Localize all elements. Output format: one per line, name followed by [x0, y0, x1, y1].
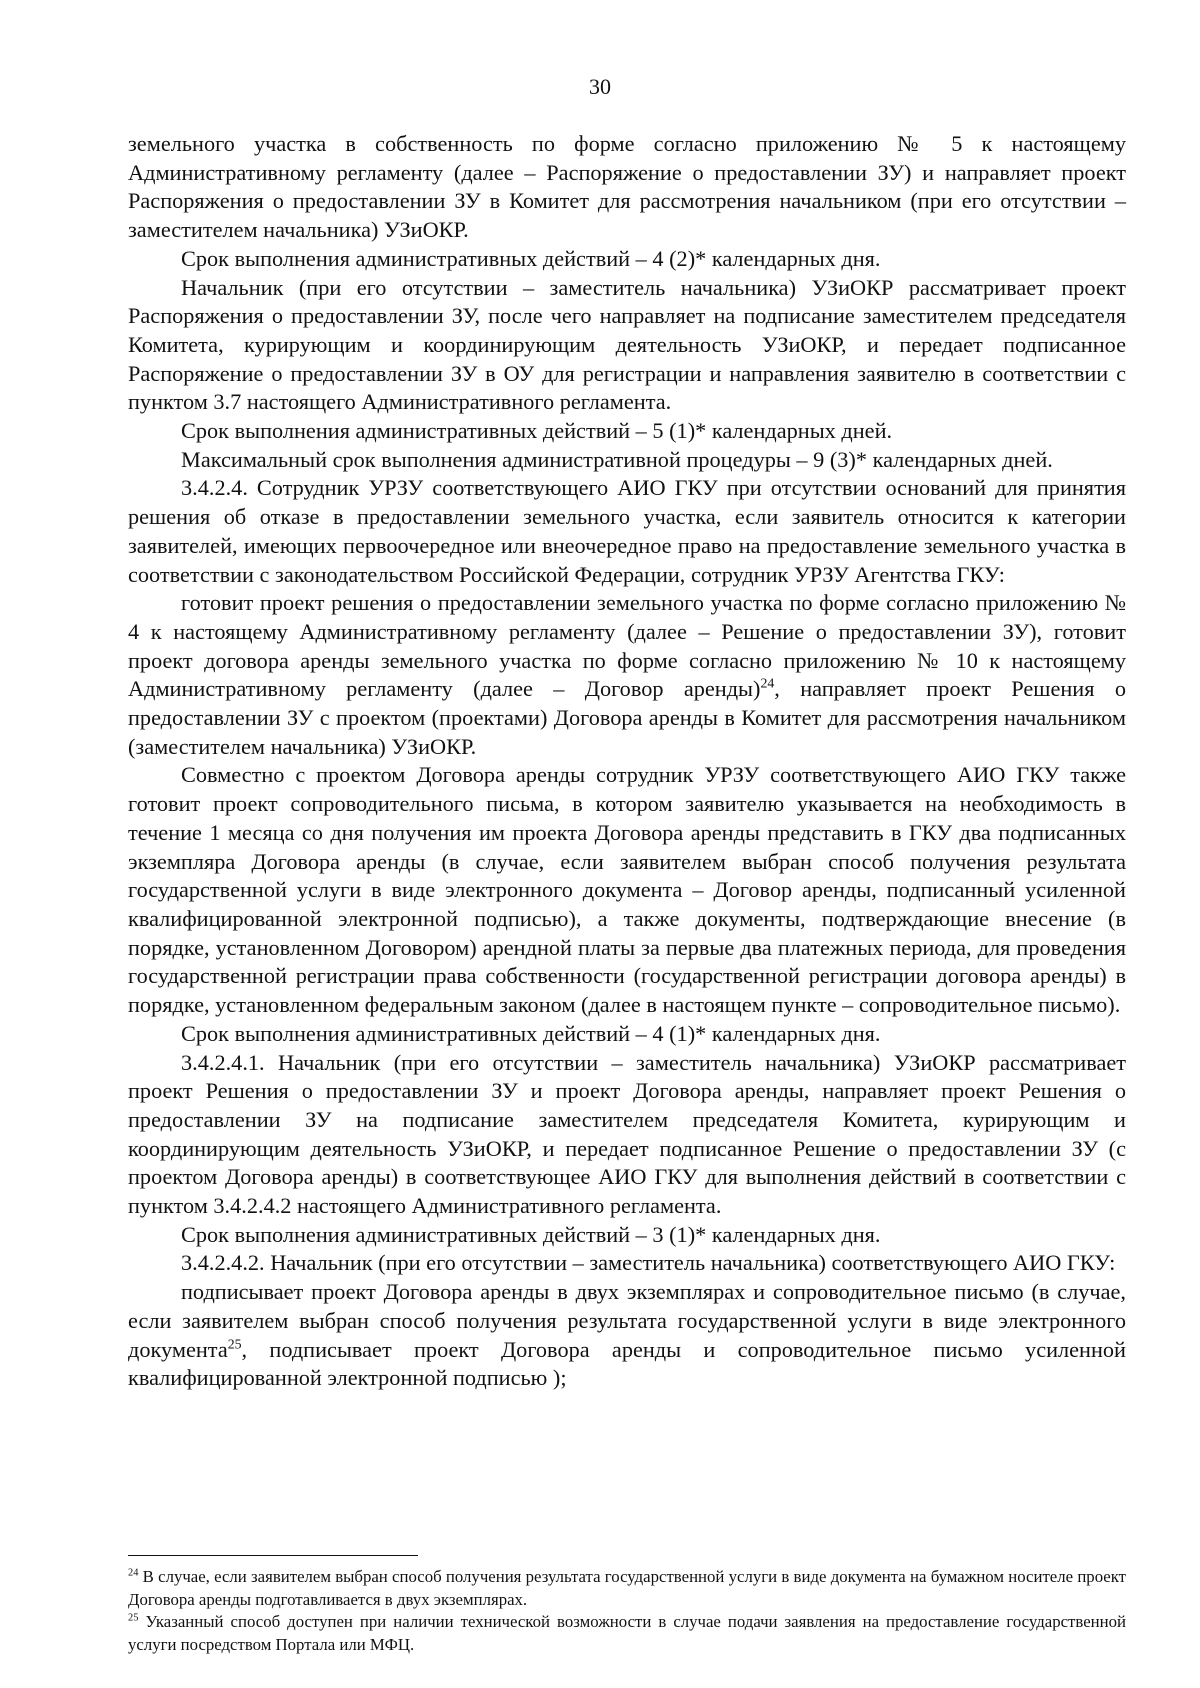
footnote-text: Указанный способ доступен при наличии технической возможности в случае подачи заявления на предоставление государственной услуги посредством Портала или МФЦ. [128, 1612, 1126, 1654]
paragraph-text: подписывает проект Договора аренды в двух экземплярах и сопроводительное письмо (в случае, если заявителем выбран способ получения результата государственной услуги в виде электронного документа [128, 1279, 1126, 1362]
paragraph: 3.4.2.4.2. Начальник (при его отсутствии – заместитель начальника) соответствующего АИО ГКУ: [181, 1250, 1116, 1276]
paragraph: 3.4.2.4. Сотрудник УРЗУ соответствующего АИО ГКУ при отсутствии оснований для принятия решения об отказе в предоставлении земельного участка, если заявитель относится к категории заявителей, имеющих первоочередное или внеочередное право на предоставление земельного участка в соответствии с законодательством Российской Федерации, сотрудник УРЗУ Агентства ГКУ: [128, 475, 1126, 587]
footnote-mark: 25 [128, 1612, 139, 1624]
paragraph [128, 1278, 1126, 1393]
footnote-ref: 24 [760, 675, 775, 691]
document-body [128, 130, 1126, 1393]
footnote-mark: 24 [128, 1567, 139, 1579]
paragraph: Срок выполнения административных действий – 5 (1)* календарных дней. [181, 418, 893, 444]
paragraph: Срок выполнения административных действий – 4 (2)* календарных дня. [181, 245, 881, 271]
page-number: 30 [589, 74, 611, 99]
paragraph-text: , подписывает проект Договора аренды и сопроводительное письмо усиленной квалифицированной электронной подписью ); [128, 1336, 1126, 1391]
paragraph: Срок выполнения административных действий – 3 (1)* календарных дня. [181, 1221, 881, 1247]
paragraph [128, 589, 1126, 761]
paragraph: Совместно с проектом Договора аренды сотрудник УРЗУ соответствующего АИО ГКУ также готовит проект сопроводительного письма, в котором заявителю указывается на необходимость в течение 1 месяца со дня получения им проекта Договора аренды представить в ГКУ два подписанных экземпляра Договора аренды (в случае, если заявителем выбран способ получения результата государственной услуги в виде электронного документа – Договор аренды, подписанный усиленной квалифицированной электронной подписью), а также документы, подтверждающие внесение (в порядке, установленном Договором) арендной платы за первые два платежных периода, для проведения государственной регистрации права собственности (государственной регистрации договора аренды) в порядке, установленном федеральным законом (далее в настоящем пункте – сопроводительное письмо). [128, 762, 1126, 1018]
footnote-divider [128, 1555, 418, 1556]
paragraph-text: готовит проект решения о предоставлении земельного участка по форме согласно приложению № 4 к настоящему Административному регламенту (далее – Решение о предоставлении ЗУ), готовит проект договора аренды земельного участка по форме согласно приложению № 10 к настоящему Административному регламенту (далее – Договор аренды) [128, 590, 1126, 702]
paragraph: 3.4.2.4.1. Начальник (при его отсутствии – заместитель начальника) УЗиОКР рассматривает проект Решения о предоставлении ЗУ и проект Договора аренды, направляет проект Решения о предоставлении ЗУ на подписание заместителем председателя Комитета, курирующим и координирующим деятельность УЗиОКР, и передает подписанное Решение о предоставлении ЗУ (с проектом Договора аренды) в соответствующее АИО ГКУ для выполнения действий в соответствии с пунктом 3.4.2.4.2 настоящего Административного регламента. [128, 1049, 1126, 1219]
paragraph: Максимальный срок выполнения административной процедуры – 9 (3)* календарных дней. [181, 446, 1053, 472]
paragraph-text: , направляет проект Решения о предоставлении ЗУ с проектом (проектами) Договора аренды в Комитет для рассмотрения начальником (заместителем начальника) УЗиОКР. [128, 676, 1126, 759]
footnote [128, 1566, 1126, 1611]
footnote-ref: 25 [227, 1336, 242, 1352]
footnote-text: В случае, если заявителем выбран способ получения результата государственной услуги в виде документа на бумажном носителе проект Договора аренды подготавливается в двух экземплярах. [128, 1567, 1126, 1609]
footnote [128, 1611, 1126, 1656]
paragraph: Начальник (при его отсутствии – заместитель начальника) УЗиОКР рассматривает проект Распоряжения о предоставлении ЗУ, после чего направляет на подписание заместителем председателя Комитета, курирующим и координирующим деятельность УЗиОКР, и передает подписанное Распоряжение о предоставлении ЗУ в ОУ для регистрации и направления заявителю в соответствии с пунктом 3.7 настоящего Административного регламента. [128, 274, 1126, 415]
paragraph: земельного участка в собственность по форме согласно приложению № 5 к настоящему Административному регламенту (далее – Распоряжение о предоставлении ЗУ) и направляет проект Распоряжения о предоставлении ЗУ в Комитет для рассмотрения начальником (при его отсутствии – заместителем начальника) УЗиОКР. [128, 131, 1126, 243]
footnotes [128, 1566, 1126, 1656]
paragraph: Срок выполнения административных действий – 4 (1)* календарных дня. [181, 1020, 881, 1046]
